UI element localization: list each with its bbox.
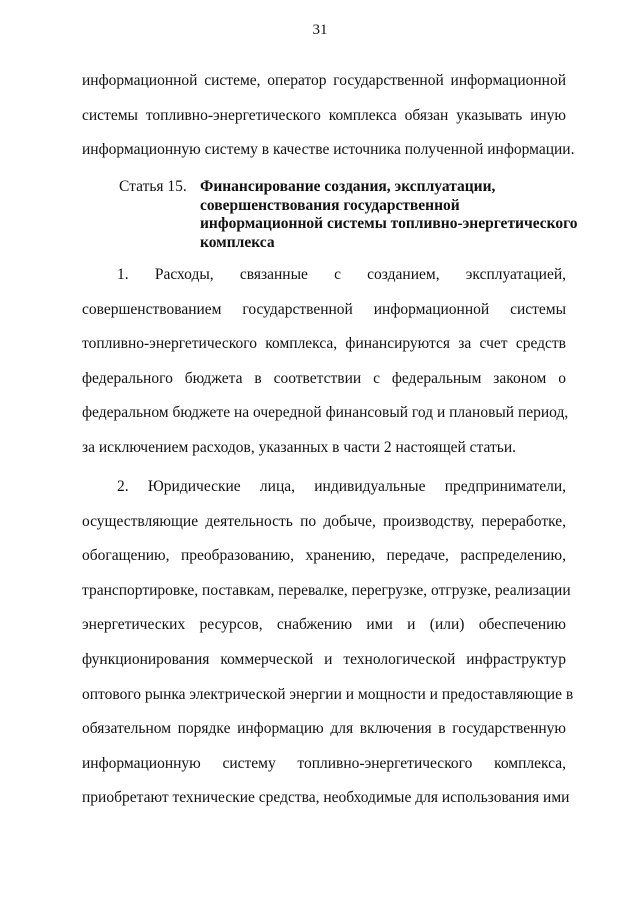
text-line: энергетических ресурсов, снабжению ими и (или) обеспечению [82,616,566,634]
text-line: функционирования коммерческой и технологической инфраструктур [82,650,566,668]
text-line: федеральном бюджете на очередной финансовый год и плановый период, [82,404,569,422]
text-line: топливно-энергетического комплекса, финансируются за счет средств [82,335,566,353]
article-title-line: совершенствования государственной [200,196,460,214]
article-title-line: Финансирование создания, эксплуатации, [200,178,496,195]
paragraph-1 [82,258,569,466]
text-line: информационную систему топливно-энергетического комплекса, [82,754,566,772]
page-number: 31 [312,22,328,38]
text-line: федерального бюджета в соответствии с федеральным законом о [82,369,566,387]
text-line: обогащению, преобразованию, хранению, передаче, распределению, [82,547,566,565]
text-line: транспортировке, поставкам, перевалке, перегрузке, отгрузке, реализации [82,581,571,599]
text-line: за исключением расходов, указанных в части 2 настоящей статьи. [82,438,517,456]
article-title-line: информационной системы топливно-энергетического [200,215,578,232]
text-line: информационной системе, оператор государственной информационной [82,72,566,89]
article-title [200,178,600,252]
article-title-line: комплекса [200,233,275,251]
intro-paragraph [82,64,575,168]
text-line: осуществляющие деятельность по добыче, производству, переработке, [82,512,566,530]
text-line: приобретают технические средства, необходимые для использования ими [82,789,570,807]
paragraph-2 [82,470,574,816]
article-label: Статья 15. [119,178,187,195]
text-line: обязательном порядке информацию для включения в государственную [82,720,566,738]
text-line: системы топливно-энергетического комплекса обязан указывать иную [82,106,566,124]
text-line: совершенствованием государственной информационной системы [82,300,566,318]
text-line: 1. Расходы, связанные с созданием, эксплуатацией, [117,266,566,283]
text-line: 2. Юридические лица, индивидуальные предприниматели, [117,478,566,495]
text-line: информационную систему в качестве источника полученной информации. [82,141,575,159]
text-line: оптового рынка электрической энергии и мощности и предоставляющие в [82,685,574,703]
